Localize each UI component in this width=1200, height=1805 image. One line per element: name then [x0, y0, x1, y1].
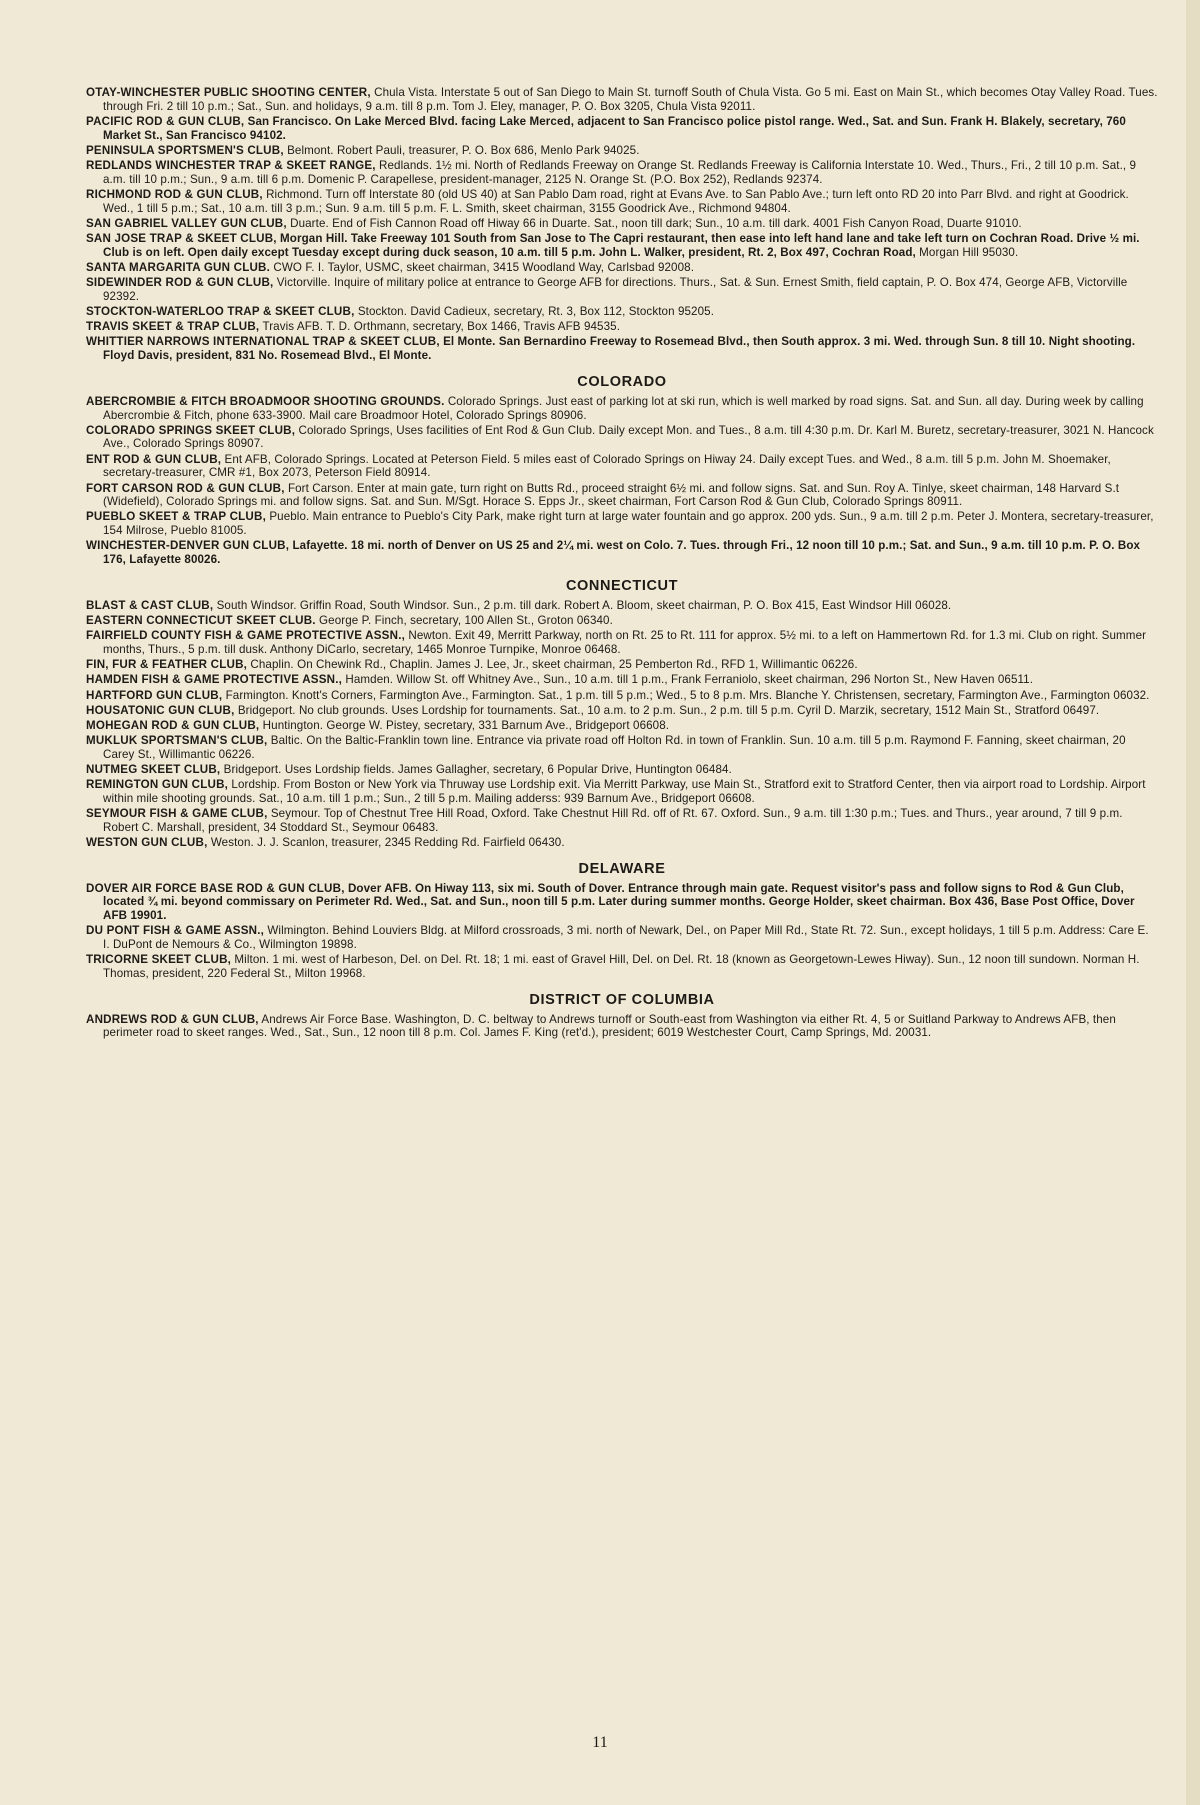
club-entry [86, 320, 1158, 334]
state-heading: COLORADO [577, 373, 667, 390]
club-name: COLORADO SPRINGS SKEET CLUB, [86, 423, 296, 437]
club-name: WESTON GUN CLUB, [86, 836, 208, 850]
club-entry [86, 276, 1158, 303]
club-entry [86, 86, 1158, 113]
club-entry [86, 482, 1158, 509]
club-entry [86, 144, 1158, 158]
club-details: Duarte. End of Fish Cannon Road off Hiway 66 in Duarte. Sat., noon till dark; Sun., 10 a.m. till dark. 4001 Fish Canyon Road, Duarte 91010. [286, 216, 1022, 230]
directory-section [86, 374, 1158, 567]
club-entry [86, 395, 1158, 422]
club-name: SIDEWINDER ROD & GUN CLUB, [86, 276, 274, 290]
club-details: Weston. J. J. Scanlon, treasurer, 2345 Redding Rd. Fairfield 06430. [207, 836, 565, 850]
club-entry [86, 539, 1158, 566]
club-details: South Windsor. Griffin Road, South Windsor. Sun., 2 p.m. till dark. Robert A. Bloom, skeet chairman, P. O. Box 415, East Windsor Hill 06028. [213, 598, 952, 612]
club-name: TRAVIS SKEET & TRAP CLUB, [86, 320, 260, 334]
club-name: SANTA MARGARITA GUN CLUB. [86, 260, 271, 274]
directory-section [86, 578, 1158, 850]
club-entry [86, 115, 1158, 142]
club-details: Farmington. Knott's Corners, Farmington Ave., Farmington. Sat., 1 p.m. till 5 p.m.; Wed., 5 to 8 p.m. Mrs. Blanche Y. Christensen, secretary, Farmington Ave., Farmington 06032. [222, 688, 1150, 702]
club-entry [86, 778, 1158, 805]
club-details: Newton. Exit 49, Merritt Parkway, north on Rt. 25 to Rt. 111 for approx. 5½ mi. to a left on Hammertown Rd. for 1.3 mi. Club on right. Summer months, Thurs., 5 p.m. till dusk. Anthony DiCarlo, secretary, 1465 Monroe Turnpike, Monroe 06468. [103, 629, 1147, 656]
club-entry [86, 953, 1158, 980]
club-name: FORT CARSON ROD & GUN CLUB, [86, 481, 285, 495]
club-name: WHITTIER NARROWS INTERNATIONAL TRAP & SKEET CLUB, [86, 335, 440, 349]
club-details: Colorado Springs. Just east of parking lot at ski run, which is well marked by road signs. Sat. and Sun. all day. During week by calling Abercrombie & Fitch, phone 633-3900. Mail care Broadmoor Hotel, Colorado Springs 80906. [103, 394, 1144, 422]
club-entry [86, 734, 1158, 761]
directory-content [86, 86, 1158, 1040]
club-details: Huntington. George W. Pistey, secretary, 331 Barnum Ave., Bridgeport 06608. [259, 718, 670, 732]
club-details: Travis AFB. T. D. Orthmann, secretary, Box 1466, Travis AFB 94535. [259, 320, 621, 334]
club-entry [86, 629, 1158, 656]
club-entry [86, 159, 1158, 186]
club-entry [86, 453, 1158, 480]
state-heading: CONNECTICUT [565, 577, 679, 594]
club-entry [86, 599, 1158, 613]
club-name: SAN JOSE TRAP & SKEET CLUB, [86, 232, 277, 246]
club-name: ENT ROD & GUN CLUB, [86, 452, 222, 466]
club-entry [86, 658, 1158, 672]
club-name: HAMDEN FISH & GAME PROTECTIVE ASSN., [86, 673, 343, 687]
club-entry [86, 217, 1158, 231]
club-name: PENINSULA SPORTSMEN'S CLUB, [86, 143, 284, 157]
club-details: Richmond. Turn off Interstate 80 (old US 40) at San Pablo Dam road, right at Evans Ave. to San Pablo Ave.; turn left onto RD 20 into Parr Blvd. and right at Goodrick. Wed., 1 till 5 p.m.; Sat., 10 a.m. till 3 p.m.; Sun. 9 a.m. till 5 p.m. F. L. Smith, skeet chairman, 3155 Goodrick Ave., Richmond 94804. [103, 187, 1129, 215]
club-name: RICHMOND ROD & GUN CLUB, [86, 187, 263, 201]
club-details: Seymour. Top of Chestnut Tree Hill Road, Oxford. Take Chestnut Hill Rd. off of Rt. 67. Oxford. Sun., 9 a.m. till 1:30 p.m.; Tues. and Thurs., year around, 7 till 9 p.m. Robert C. Marshall, president, 34 Stoddard St., Seymour 06483. [103, 807, 1123, 834]
club-name: DOVER AIR FORCE BASE ROD & GUN CLUB, [86, 881, 345, 895]
club-name: SAN GABRIEL VALLEY GUN CLUB, [86, 216, 287, 230]
club-details: Ent AFB, Colorado Springs. Located at Peterson Field. 5 miles east of Colorado Springs on Hiway 24. Daily except Tues. and Wed., 8 a.m. till 5 p.m. John M. Shoemaker, secretary-treasurer, CMR #1, Box 2073, Peterson Field 80914. [103, 452, 1111, 480]
club-details: Bridgeport. Uses Lordship fields. James Gallagher, secretary, 6 Popular Drive, Huntington 06484. [220, 763, 732, 777]
club-entry [86, 704, 1158, 718]
club-entry [86, 836, 1158, 850]
page-number: 11 [592, 1734, 608, 1751]
club-name: FIN, FUR & FEATHER CLUB, [86, 658, 248, 672]
club-details: Stockton. David Cadieux, secretary, Rt. 3, Box 112, Stockton 95205. [354, 305, 715, 319]
club-details: George P. Finch, secretary, 100 Allen St., Groton 06340. [315, 614, 613, 627]
club-entry [86, 719, 1158, 733]
club-entry [86, 673, 1158, 687]
club-details: El Monte. San Bernardino Freeway to Rosemead Blvd., then South approx. 3 mi. Wed. through Sun. 8 till 10. Night shooting. Floyd Davis, president, 831 No. Rosemead Blvd., El Monte. [103, 335, 1136, 363]
club-entry [86, 924, 1158, 951]
club-name: OTAY-WINCHESTER PUBLIC SHOOTING CENTER, [86, 86, 371, 99]
club-details: Chaplin. On Chewink Rd., Chaplin. James J. Lee, Jr., skeet chairman, 25 Pemberton Rd., RFD 1, Willimantic 06226. [247, 658, 858, 672]
club-details: Milton. 1 mi. west of Harbeson, Del. on Del. Rt. 18; 1 mi. east of Gravel Hill, Del. on Del. Rt. 18 (known as Georgetown-Lewes Hiway). Sun., 12 noon till sundown. Norman H. Thomas, president, 220 Federal St., Milton 19968. [103, 953, 1140, 980]
club-details: Colorado Springs, Uses facilities of Ent Rod & Gun Club. Daily except Mon. and Tues., 8 a.m. till 4:30 p.m. Dr. Karl M. Buretz, secretary-treasurer, 3021 N. Hancock Ave., Colorado Springs 80907. [103, 423, 1154, 451]
club-details: Andrews Air Force Base. Washington, D. C. beltway to Andrews turnoff or South-east from Washington via either Rt. 4, 5 or Suitland Parkway to Andrews AFB, then perimeter road to skeet ranges. Wed., Sat., Sun., 12 noon till 8 p.m. Col. James F. King (ret'd.), president; 6019 Westchester Court, Camp Springs, Md. 20031. [103, 1012, 1116, 1040]
club-details: Hamden. Willow St. off Whitney Ave., Sun., 10 a.m. till 1 p.m., Frank Ferraniolo, skeet chairman, 296 Norton St., New Haven 06511. [342, 673, 1034, 687]
club-name: HARTFORD GUN CLUB, [86, 688, 223, 702]
club-details: Lafayette. 18 mi. north of Denver on US 25 and 2¼ mi. west on Colo. 7. Tues. through Fri., 12 noon till 10 p.m.; Sat. and Sun., 9 a.m. till 10 p.m. P. O. Box 176, Lafayette 80026. [103, 539, 1141, 567]
club-entry [86, 261, 1158, 275]
club-entry [86, 424, 1158, 451]
club-name: FAIRFIELD COUNTY FISH & GAME PROTECTIVE ASSN., [86, 629, 406, 643]
club-details-tail: Morgan Hill 95030. [915, 245, 1019, 259]
club-name: MUKLUK SPORTSMAN'S CLUB, [86, 734, 268, 748]
club-details: Belmont. Robert Pauli, treasurer, P. O. Box 686, Menlo Park 94025. [283, 143, 640, 157]
club-name: MOHEGAN ROD & GUN CLUB, [86, 718, 260, 732]
club-name: HOUSATONIC GUN CLUB, [86, 703, 235, 717]
directory-section [86, 992, 1158, 1040]
club-name: NUTMEG SKEET CLUB, [86, 763, 221, 777]
club-name: STOCKTON-WATERLOO TRAP & SKEET CLUB, [86, 305, 355, 319]
club-details: Pueblo. Main entrance to Pueblo's City Park, make right turn at large water fountain and go approx. 200 yds. Sun., 9 a.m. till 2 p.m. Peter J. Montera, secretary-treasurer, 154 Milrose, Pueblo 81005. [103, 510, 1154, 538]
club-entry [86, 188, 1158, 215]
club-details: San Francisco. On Lake Merced Blvd. facing Lake Merced, adjacent to San Francisco police pistol range. Wed., Sat. and Sun. Frank H. Blakely, secretary, 760 Market St., San Francisco 94102. [103, 114, 1126, 142]
state-heading: DISTRICT OF COLUMBIA [529, 991, 715, 1008]
directory-section [86, 861, 1158, 981]
club-name: DU PONT FISH & GAME ASSN., [86, 924, 265, 938]
club-entry [86, 807, 1158, 834]
club-details: CWO F. I. Taylor, USMC, skeet chairman, 3415 Woodland Way, Carlsbad 92008. [270, 260, 695, 274]
club-entry [86, 305, 1158, 319]
club-name: REMINGTON GUN CLUB, [86, 778, 229, 792]
page-edge [1186, 0, 1200, 1805]
club-entry [86, 1013, 1158, 1040]
club-entry [86, 232, 1158, 259]
club-entry [86, 614, 1158, 628]
club-details: Chula Vista. Interstate 5 out of San Diego to Main St. turnoff South of Chula Vista. Go 5 mi. East on Main St., which becomes Otay Valley Road. Tues. through Fri. 2 till 10 p.m.; Sat., Sun. and holidays, 9 a.m. till 8 p.m. Tom J. Eley, manager, P. O. Box 3205, Chula Vista 92011. [103, 86, 1158, 113]
club-name: PUEBLO SKEET & TRAP CLUB, [86, 510, 266, 524]
club-name: WINCHESTER-DENVER GUN CLUB, [86, 539, 290, 553]
club-name: TRICORNE SKEET CLUB, [86, 953, 232, 967]
club-details: Redlands. 1½ mi. North of Redlands Freeway on Orange St. Redlands Freeway is California Interstate 10. Wed., Thurs., Fri., 2 till 10 p.m. Sat., 9 a.m. till 10 p.m.; Sun., 9 a.m. till 6 p.m. Domenic P. Carapellese, president-manager, 2125 N. Orange St. (P.O. Box 252), Redlands 92374. [103, 159, 1137, 186]
club-name: REDLANDS WINCHESTER TRAP & SKEET RANGE, [86, 159, 376, 173]
club-details: Dover AFB. On Hiway 113, six mi. South of Dover. Entrance through main gate. Request visitor's pass and follow signs to Rod & Gun Club, located ¾ mi. beyond commissary on Perimeter Rd. Wed., Sat. and Sun., noon till 5 p.m. Later during summer months. George Holder, skeet chairman. Box 436, Base Post Office, Dover AFB 19901. [103, 881, 1135, 923]
club-entry [86, 763, 1158, 777]
club-details: Fort Carson. Enter at main gate, turn right on Butts Rd., proceed straight 6½ mi. and follow signs. Sat. and Sun. Roy A. Tinlye, skeet chairman, 148 Harvard S.t (Widefield), Colorado Springs mi. and follow signs. Sat. and Sun. M/Sgt. Horace S. Epps Jr., skeet chairman, Fort Carson Rod & Gun Club, Colorado Springs 80911. [103, 481, 1120, 509]
club-entry [86, 882, 1158, 923]
club-name: BLAST & CAST CLUB, [86, 598, 214, 612]
club-name: SEYMOUR FISH & GAME CLUB, [86, 807, 268, 821]
state-heading: DELAWARE [578, 860, 666, 877]
club-entry [86, 335, 1158, 362]
directory-section [86, 86, 1158, 363]
club-entry [86, 510, 1158, 537]
club-details: Wilmington. Behind Louviers Bldg. at Milford crossroads, 3 mi. north of Newark, Del., on Paper Mill Rd., State Rt. 72. Sun., except holidays, 1 till 5 p.m. Address: Care E. I. DuPont de Nemours & Co., Wilmington 19898. [103, 924, 1149, 952]
club-details: Baltic. On the Baltic-Franklin town line. Entrance via private road off Holton Rd. in town of Franklin. Sun. 10 a.m. till 5 p.m. Raymond F. Fanning, skeet chairman, 20 Carey St., Willimantic 06226. [103, 734, 1126, 761]
club-details: Morgan Hill. Take Freeway 101 South from San Jose to The Capri restaurant, then ease into left hand lane and take left turn on Cochran Road. Drive ½ mi. Club is on left. Open daily except Tuesday except during duck season, 10 a.m. till 5 p.m. John L. Walker, president, Rt. 2, Box 497, Cochran Road, [103, 232, 1140, 259]
club-details: Lordship. From Boston or New York via Thruway use Lordship exit. Via Merritt Parkway, use Main St., Stratford exit to Stratford Center, then via airport road to Lordship. Airport within mile shooting grounds. Sat., 10 a.m. till 1 p.m.; Sun., 2 till 5 p.m. Mailing adderss: 939 Barnum Ave., Bridgeport 06608. [103, 778, 1146, 805]
club-name: ANDREWS ROD & GUN CLUB, [86, 1012, 259, 1026]
club-details: Bridgeport. No club grounds. Uses Lordship for tournaments. Sat., 10 a.m. to 2 p.m. Sun., 2 p.m. till 5 p.m. Cyril D. Marzik, secretary, 1512 Main St., Stratford 06497. [234, 703, 1100, 717]
club-details: Victorville. Inquire of military police at entrance to George AFB for directions. Thurs., Sat. & Sun. Ernest Smith, field captain, P. O. Box 474, George AFB, Victorville 92392. [103, 276, 1128, 303]
club-entry [86, 689, 1158, 703]
club-name: EASTERN CONNECTICUT SKEET CLUB. [86, 614, 316, 627]
club-name: PACIFIC ROD & GUN CLUB, [86, 114, 245, 128]
club-name: ABERCROMBIE & FITCH BROADMOOR SHOOTING GROUNDS. [86, 394, 445, 408]
